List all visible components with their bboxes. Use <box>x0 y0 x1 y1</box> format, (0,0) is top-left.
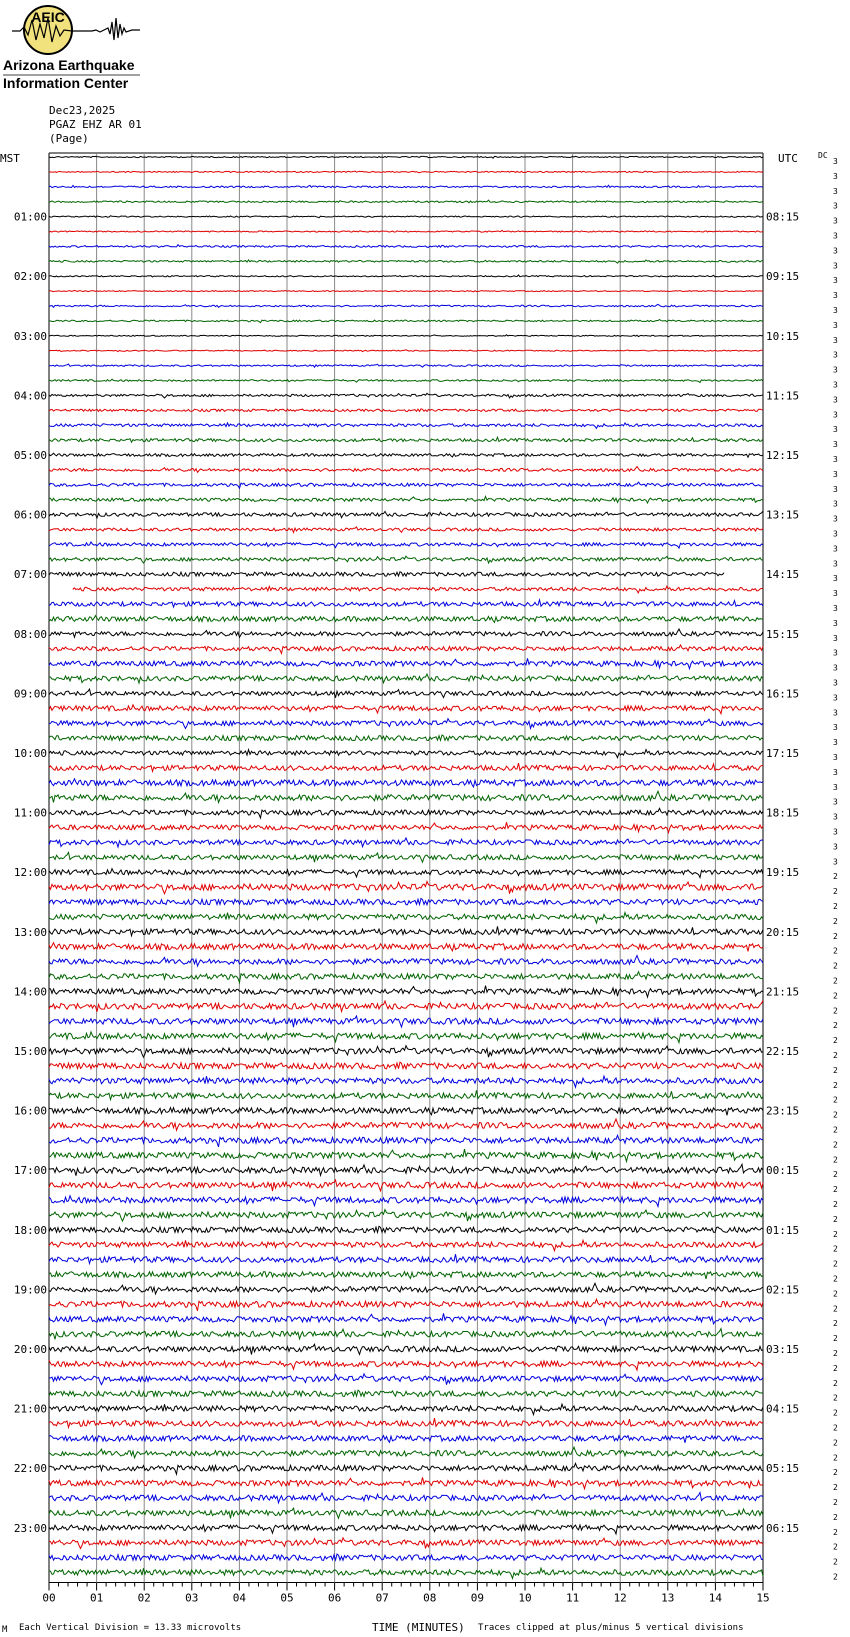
seismic-trace <box>49 689 763 698</box>
dc-offset-value: 3 <box>833 276 838 286</box>
footer-clip-text: Traces clipped at plus/minus 5 vertical divisions <box>478 1623 744 1633</box>
dc-offset-value: 2 <box>833 1527 838 1537</box>
mst-hour-label: 17:00 <box>13 1164 47 1178</box>
seismic-trace <box>49 1135 763 1147</box>
dc-offset-value: 3 <box>833 812 838 822</box>
seismic-trace <box>49 1062 763 1069</box>
dc-offset-value: 2 <box>833 931 838 941</box>
dc-offset-value: 2 <box>833 1423 838 1433</box>
dc-offset-value: 3 <box>833 186 838 196</box>
dc-offset-value: 3 <box>833 365 838 375</box>
seismic-trace <box>49 705 763 714</box>
utc-hour-label: 02:15 <box>766 1283 800 1297</box>
dc-offset-value: 2 <box>833 1065 838 1075</box>
seismic-trace <box>49 1196 763 1207</box>
x-tick-label: 07 <box>375 1591 389 1605</box>
utc-hour-label: 18:15 <box>766 806 800 820</box>
dc-offset-value: 3 <box>833 425 838 435</box>
seismic-trace <box>49 1538 763 1549</box>
dc-offset-value: 3 <box>833 693 838 703</box>
dc-offset-value: 2 <box>833 1051 838 1060</box>
dc-offset-value: 3 <box>833 171 838 181</box>
dc-offset-value: 2 <box>833 1110 838 1120</box>
x-tick-label: 03 <box>185 1591 199 1605</box>
header-location: (Page) <box>49 132 89 145</box>
seismic-trace <box>73 586 763 593</box>
seismic-trace <box>49 437 763 442</box>
mst-hour-label: 02:00 <box>13 270 47 284</box>
seismic-trace <box>49 1016 763 1027</box>
mst-hour-label: 11:00 <box>13 806 47 820</box>
seismic-trace <box>49 913 763 923</box>
seismic-trace <box>49 1463 763 1474</box>
seismic-trace <box>49 156 763 158</box>
seismic-trace <box>49 185 763 187</box>
dc-offset-value: 2 <box>833 1408 838 1418</box>
dc-offset-value: 2 <box>833 991 838 1001</box>
dc-offset-value: 2 <box>833 1289 838 1299</box>
seismic-trace <box>49 200 763 203</box>
dc-offset-value: 3 <box>833 782 838 792</box>
mst-hour-label: 05:00 <box>13 449 47 462</box>
dc-offset-value: 3 <box>833 604 838 613</box>
dc-offset-value: 2 <box>833 1080 838 1090</box>
seismic-trace <box>49 629 763 637</box>
seismic-trace <box>49 527 763 533</box>
seismic-trace <box>49 1119 763 1130</box>
seismic-trace <box>49 423 763 429</box>
dc-offset-value: 3 <box>833 708 838 718</box>
dc-offset-value: 3 <box>833 484 838 494</box>
seismic-trace <box>49 750 763 758</box>
utc-axis-label: UTC <box>778 152 798 165</box>
dc-offset-value: 3 <box>833 514 838 524</box>
mst-hour-label: 08:00 <box>13 627 47 641</box>
x-tick-label: 00 <box>42 1591 56 1605</box>
seismic-trace <box>49 1508 763 1518</box>
dc-offset-value: 2 <box>833 1170 838 1180</box>
seismic-trace <box>49 290 763 291</box>
dc-offset-value: 3 <box>833 201 838 211</box>
logo-line1: Arizona Earthquake <box>3 57 135 73</box>
dc-column-label: DC <box>818 151 828 160</box>
dc-offset-value: 3 <box>833 529 838 539</box>
seismic-trace <box>49 320 763 323</box>
dc-offset-value: 2 <box>833 1229 838 1239</box>
seismic-trace <box>49 1032 763 1043</box>
seismic-trace <box>49 956 763 967</box>
dc-offset-value: 2 <box>833 1200 838 1209</box>
seismic-trace <box>49 1436 763 1443</box>
utc-hour-label: 20:15 <box>766 925 800 939</box>
dc-offset-value: 3 <box>833 544 838 554</box>
dc-offset-value: 2 <box>833 902 838 911</box>
dc-offset-value: 3 <box>833 410 838 420</box>
dc-offset-value: 2 <box>833 1304 838 1314</box>
dc-offset-value: 2 <box>833 1036 838 1046</box>
utc-hour-label: 11:15 <box>766 389 800 403</box>
mst-hour-label: 07:00 <box>13 568 47 582</box>
dc-offset-value: 3 <box>833 559 838 569</box>
seismic-trace <box>49 1568 763 1578</box>
seismic-trace <box>49 1447 763 1458</box>
x-tick-label: 11 <box>565 1591 580 1605</box>
seismic-trace <box>49 496 763 503</box>
dc-offset-value: 3 <box>833 469 838 479</box>
seismic-trace <box>49 899 763 906</box>
seismic-trace <box>49 467 763 473</box>
mst-hour-label: 09:00 <box>13 687 47 701</box>
dc-offset-value: 3 <box>833 157 838 166</box>
seismic-trace <box>49 822 763 832</box>
mst-hour-label: 20:00 <box>13 1343 47 1356</box>
mst-hour-label: 15:00 <box>13 1045 47 1058</box>
seismic-trace <box>49 926 763 935</box>
dc-offset-value: 3 <box>833 216 838 226</box>
dc-offset-value: 2 <box>833 1006 838 1016</box>
utc-hour-label: 19:15 <box>766 866 800 880</box>
x-tick-label: 04 <box>232 1591 247 1605</box>
utc-hour-label: 01:15 <box>766 1223 800 1237</box>
utc-hour-label: 04:15 <box>766 1402 800 1416</box>
dc-offset-value: 2 <box>833 1334 838 1344</box>
seismic-trace <box>49 230 763 232</box>
dc-offset-value: 2 <box>833 1512 838 1522</box>
dc-offset-value: 2 <box>833 1363 838 1373</box>
seismic-trace <box>49 1000 763 1011</box>
dc-offset-value: 3 <box>833 380 838 390</box>
footer-corner: M <box>2 1625 8 1635</box>
seismic-trace <box>49 600 763 607</box>
mst-hour-label: 21:00 <box>13 1402 47 1416</box>
dc-offset-value: 2 <box>833 1214 838 1224</box>
utc-hour-label: 22:15 <box>766 1045 800 1058</box>
seismic-trace <box>49 1313 763 1325</box>
seismic-trace <box>49 1329 763 1340</box>
mst-hour-label: 10:00 <box>13 747 47 760</box>
seismic-trace <box>49 216 763 218</box>
x-tick-label: 10 <box>518 1591 532 1605</box>
x-tick-label: 09 <box>470 1591 485 1605</box>
x-axis-title: TIME (MINUTES) <box>372 1621 465 1634</box>
dc-offset-value: 3 <box>833 246 838 256</box>
dc-offset-value: 2 <box>833 1185 838 1195</box>
seismic-trace <box>49 791 763 802</box>
dc-offset-value: 2 <box>833 1483 838 1493</box>
utc-hour-label: 15:15 <box>766 627 800 641</box>
dc-offset-value: 3 <box>833 738 838 748</box>
footer-scale-text: Each Vertical Division = 13.33 microvolts <box>19 1623 242 1633</box>
seismic-trace <box>49 1360 763 1370</box>
seismic-trace <box>49 869 763 878</box>
dc-offset-value: 3 <box>833 842 838 852</box>
seismic-trace <box>49 556 763 563</box>
dc-offset-value: 2 <box>833 1557 838 1567</box>
dc-offset-value: 3 <box>833 589 838 599</box>
dc-offset-value: 3 <box>833 678 838 688</box>
utc-hour-label: 23:15 <box>766 1104 800 1118</box>
dc-offset-value: 3 <box>833 574 838 584</box>
dc-offset-value: 2 <box>833 1468 838 1478</box>
dc-offset-value: 2 <box>833 961 838 971</box>
seismic-trace <box>49 542 763 548</box>
utc-hour-label: 21:15 <box>766 985 800 999</box>
mst-axis-label: MST <box>0 152 20 165</box>
dc-offset-value: 2 <box>833 1572 838 1582</box>
seismic-trace <box>49 735 763 741</box>
utc-hour-label: 16:15 <box>766 687 800 701</box>
seismic-trace <box>49 409 763 412</box>
utc-hour-label: 14:15 <box>766 568 800 582</box>
dc-offset-value: 3 <box>833 767 838 777</box>
dc-offset-value: 2 <box>833 1349 838 1358</box>
dc-offset-value: 3 <box>833 648 838 658</box>
x-tick-label: 08 <box>423 1591 437 1605</box>
seismic-trace <box>49 1299 763 1311</box>
seismic-trace <box>49 1283 763 1294</box>
seismic-trace <box>49 1344 763 1354</box>
seismic-trace <box>49 350 763 352</box>
seismic-trace <box>49 1254 763 1263</box>
mst-hour-label: 14:00 <box>13 985 47 999</box>
dc-offset-value: 2 <box>833 1140 838 1150</box>
seismic-trace <box>49 1076 763 1087</box>
utc-hour-label: 09:15 <box>766 270 800 284</box>
seismic-trace <box>49 1164 763 1175</box>
seismic-trace <box>49 986 763 998</box>
mst-hour-label: 23:00 <box>13 1521 47 1535</box>
seismic-trace <box>49 1418 763 1427</box>
seismic-trace <box>49 1240 763 1250</box>
seismic-trace <box>49 763 763 771</box>
dc-offset-value: 2 <box>833 1095 838 1105</box>
dc-offset-value: 2 <box>833 946 838 956</box>
dc-offset-value: 3 <box>833 440 838 450</box>
seismic-trace <box>49 1390 763 1397</box>
seismic-trace <box>49 882 763 894</box>
seismic-trace <box>49 511 763 518</box>
seismic-trace <box>49 1554 763 1561</box>
dc-offset-value: 3 <box>833 261 838 271</box>
seismic-trace <box>49 972 763 983</box>
seismic-trace <box>49 779 763 787</box>
utc-hour-label: 05:15 <box>766 1462 800 1476</box>
seismic-trace <box>49 1374 763 1385</box>
dc-offset-value: 3 <box>833 827 838 837</box>
seismic-trace <box>49 453 763 457</box>
dc-offset-value: 2 <box>833 1542 838 1552</box>
x-tick-label: 14 <box>708 1591 723 1605</box>
dc-offset-value: 2 <box>833 1438 838 1448</box>
mst-hour-label: 16:00 <box>13 1104 47 1118</box>
mst-hour-label: 06:00 <box>13 508 47 522</box>
dc-offset-value: 3 <box>833 306 838 315</box>
dc-offset-value: 2 <box>833 976 838 986</box>
dc-offset-value: 2 <box>833 1259 838 1269</box>
utc-hour-label: 00:15 <box>766 1164 800 1178</box>
seismic-trace <box>49 852 763 862</box>
seismic-trace <box>49 1180 763 1191</box>
mst-hour-label: 18:00 <box>13 1223 47 1237</box>
header-station: PGAZ EHZ AR 01 <box>49 118 142 131</box>
x-tick-label: 02 <box>137 1591 151 1605</box>
seismic-trace <box>49 838 763 847</box>
seismic-trace <box>49 1493 763 1503</box>
seismic-trace <box>49 808 763 818</box>
seismic-trace <box>49 719 763 729</box>
dc-offset-value: 3 <box>833 320 838 330</box>
dc-offset-value: 2 <box>833 1155 838 1165</box>
dc-offset-value: 3 <box>833 455 838 464</box>
dc-offset-value: 2 <box>833 872 838 882</box>
seismic-trace <box>49 364 763 367</box>
seismic-trace <box>49 379 763 382</box>
dc-offset-value: 3 <box>833 797 838 807</box>
seismic-trace <box>49 674 763 683</box>
seismic-trace <box>49 1210 763 1222</box>
dc-offset-value: 3 <box>833 335 838 345</box>
seismic-trace <box>49 245 763 248</box>
dc-offset-value: 2 <box>833 1378 838 1388</box>
dc-offset-value: 3 <box>833 350 838 360</box>
utc-hour-label: 06:15 <box>766 1521 800 1535</box>
dc-offset-value: 2 <box>833 1125 838 1135</box>
seismic-trace <box>49 616 763 623</box>
mst-hour-label: 03:00 <box>13 329 47 343</box>
mst-hour-label: 01:00 <box>13 210 47 224</box>
dc-offset-value: 3 <box>833 231 838 241</box>
seismic-trace <box>49 304 763 307</box>
dc-offset-value: 2 <box>833 887 838 897</box>
mst-hour-label: 04:00 <box>13 389 47 403</box>
dc-offset-value: 3 <box>833 618 838 628</box>
x-tick-label: 12 <box>613 1591 627 1605</box>
axis-labels <box>0 151 838 1605</box>
dc-offset-value: 2 <box>833 1498 838 1507</box>
x-tick-label: 05 <box>280 1591 294 1605</box>
dc-offset-value: 2 <box>833 1021 838 1031</box>
dc-offset-value: 3 <box>833 499 838 509</box>
seismic-trace <box>49 1149 763 1161</box>
dc-offset-value: 2 <box>833 1453 838 1463</box>
x-tick-label: 06 <box>327 1591 342 1605</box>
seismic-trace <box>49 260 763 263</box>
dc-offset-value: 3 <box>833 723 838 733</box>
seismic-trace <box>49 482 763 488</box>
utc-hour-label: 17:15 <box>766 747 800 760</box>
utc-hour-label: 08:15 <box>766 210 800 224</box>
dc-offset-value: 3 <box>833 633 838 643</box>
mst-hour-label: 13:00 <box>13 925 47 939</box>
utc-hour-label: 12:15 <box>766 449 800 462</box>
dc-offset-value: 2 <box>833 1244 838 1254</box>
header-date: Dec23,2025 <box>49 104 116 117</box>
dc-offset-value: 2 <box>833 1319 838 1329</box>
utc-hour-label: 03:15 <box>766 1343 800 1356</box>
utc-hour-label: 10:15 <box>766 329 800 343</box>
x-tick-label: 13 <box>661 1591 675 1605</box>
dc-offset-value: 3 <box>833 291 838 301</box>
x-tick-label: 01 <box>89 1591 104 1605</box>
seismic-trace <box>49 275 763 277</box>
seismic-trace <box>49 658 763 668</box>
dc-offset-value: 3 <box>833 857 838 867</box>
logo-line2: Information Center <box>3 75 129 91</box>
seismic-trace <box>49 1090 763 1099</box>
mst-hour-label: 19:00 <box>13 1283 47 1297</box>
dc-offset-value: 2 <box>833 1274 838 1284</box>
logo-badge-text: AEIC <box>31 9 65 25</box>
utc-hour-label: 13:15 <box>766 508 800 522</box>
seismic-trace <box>49 1525 763 1534</box>
mst-hour-label: 12:00 <box>13 866 47 880</box>
seismic-trace <box>49 1046 763 1058</box>
x-tick-label: 15 <box>756 1591 770 1605</box>
seismic-trace <box>49 1477 763 1489</box>
seismic-traces <box>49 156 763 1578</box>
dc-offset-value: 3 <box>833 663 838 673</box>
mst-hour-label: 22:00 <box>13 1462 47 1476</box>
dc-offset-value: 3 <box>833 753 838 762</box>
seismic-trace <box>49 1108 763 1116</box>
seismic-trace <box>49 171 763 173</box>
dc-offset-value: 2 <box>833 1393 838 1403</box>
dc-offset-value: 2 <box>833 916 838 926</box>
seismic-trace <box>49 393 763 398</box>
seismic-trace <box>49 572 724 577</box>
seismic-trace <box>49 943 763 952</box>
seismic-trace <box>49 1404 763 1414</box>
seismic-trace <box>49 1226 763 1233</box>
dc-offset-value: 3 <box>833 395 838 405</box>
seismic-trace <box>49 645 763 653</box>
seismic-trace <box>49 335 763 337</box>
seismic-trace <box>49 1272 763 1279</box>
